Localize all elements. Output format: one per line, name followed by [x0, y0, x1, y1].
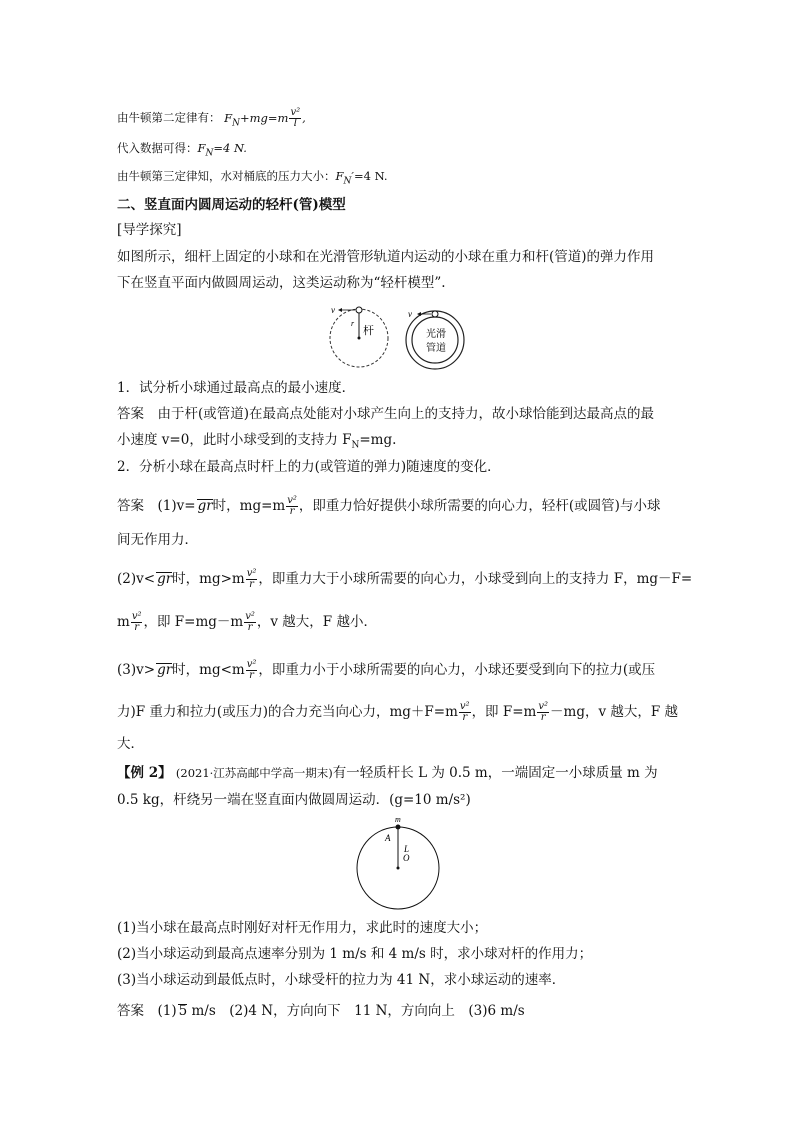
newton2-formula: $F_N+mg=m$ $\frac{\text{v²}}{l}$ , [224, 107, 306, 129]
a1-sqrt: gr [197, 498, 213, 514]
section-para-1: 如图所示，细杆上固定的小球和在光滑管形轨道内运动的小球在重力和杆(管道)的弹力作用 [117, 249, 655, 265]
substitute-formula: $F_N=4$ N. [197, 141, 247, 159]
q1-answer-line2: 小速度 v=0，此时小球受到的支持力 $F_N=mg$. [117, 432, 397, 451]
final-answer-sqrt5: 5 [178, 1003, 188, 1019]
tube-inner [412, 317, 458, 363]
tube-text-2: 管道 [426, 343, 446, 354]
section-heading: 二、竖直面内圆周运动的轻杆(管)模型 [117, 197, 346, 213]
a2-l2-frac1-den: r [134, 622, 140, 633]
a3-l2-a: 力)F 重力和拉力(或压力)的合力充当向心力，mg＋F=m [117, 704, 458, 720]
a1-frac-num: v² [287, 495, 297, 506]
a2-l2-frac2-den: r [247, 622, 253, 633]
q2-answer-2 [117, 569, 692, 590]
final-answer-rest: m/s (2)4 N，方向向下 11 N，方向向上 (3)6 m/s [187, 1003, 525, 1019]
example2-tag: 【例 2】 [117, 765, 172, 781]
example-q1: (1)当小球在最高点时刚好对杆无作用力，求此时的速度大小； [117, 920, 488, 936]
center-point [397, 867, 400, 870]
newton3-value: =4 N. [353, 169, 388, 183]
a3-l2-frac2 [537, 702, 549, 723]
section-para-2: 下在竖直平面内做圆周运动，这类运动称为“轻杆模型”. [117, 275, 446, 291]
q2-answer-3-line3: 大． [117, 736, 144, 752]
newton3-formula: $F_N'$ [335, 169, 354, 187]
a3-l2-frac1-den: r [462, 712, 468, 723]
a3-l2-c: －mg，v 越大，F 越 [550, 704, 679, 720]
rod-velocity-arrowhead [338, 308, 342, 312]
a2-sqrt: gr [157, 571, 173, 587]
a2-prefix: (2)v< [117, 571, 156, 587]
ball [396, 825, 401, 830]
example2-text1: 有一轻质杆长 L 为 0.5 m，一端固定一小球质量 m 为 [332, 765, 658, 781]
a3-l2-frac1 [459, 702, 471, 723]
q2-answer-2-line2 [117, 612, 377, 633]
q1-answer-2b: =mg. [359, 432, 397, 448]
A-label: A [385, 833, 391, 843]
q2-answer-3 [117, 660, 655, 681]
a3-prefix: (3)v> [117, 662, 156, 678]
O-label: O [403, 853, 410, 863]
a2-l2-frac2 [244, 612, 256, 633]
a1-frac [286, 496, 298, 517]
a2-l2-b: ，即 F=mg－m [143, 614, 244, 630]
a2-frac-den: r [249, 579, 254, 590]
tube-v-label: v [408, 309, 412, 319]
a1-suffix: ，即重力恰好提供小球所需要的向心力，轻杆(或圆管)与小球 [298, 498, 661, 514]
a3-mid: 时，mg<m [172, 662, 245, 678]
a3-frac-num: v² [246, 659, 257, 670]
rod-text: 杆 [363, 325, 374, 337]
final-answer [117, 1004, 525, 1019]
q2-answer-3-line2 [117, 702, 678, 723]
newton3-line [117, 171, 388, 186]
tube-text-1: 光滑 [426, 329, 446, 340]
a3-frac-den: r [249, 670, 254, 681]
figure-rod-tube [322, 302, 482, 374]
q2-question: 2．分析小球在最高点时杆上的力(或管道的弹力)随速度的变化． [117, 459, 501, 475]
q1-question: 1．试分析小球通过最高点的最小速度． [117, 380, 356, 396]
rod-r-label: r [351, 319, 355, 328]
figure-rod-circle [352, 812, 447, 910]
rod-ball [356, 307, 362, 313]
example-q2: (2)当小球运动到最高点速率分别为 1 m/s 和 4 m/s 时，求小球对杆的作用力； [117, 946, 593, 962]
example2-source: (2021·江苏高邮中学高一期末) [175, 766, 333, 780]
q2-answer-1 [117, 496, 660, 517]
a2-l2-c: ，v 越大，F 越小． [256, 614, 377, 630]
tube-ball [432, 311, 438, 317]
a2-mid: 时，mg>m [172, 571, 245, 587]
a3-suffix: ，即重力小于小球所需要的向心力，小球还要受到向下的拉力(或压 [258, 662, 656, 678]
example-q3: (3)当小球运动到最低点时，小球受杆的拉力为 41 N，求小球运动的速率． [117, 972, 566, 988]
a2-frac-num: v² [246, 568, 257, 579]
a3-sqrt: gr [157, 662, 173, 678]
a2-suffix: ，即重力大于小球所需要的向心力，小球受到向上的支持力 F，mg－F= [258, 571, 693, 587]
q2-answer-1-line2: 间无作用力． [117, 532, 198, 548]
a3-l2-frac2-den: r [540, 712, 546, 723]
a3-l2-b: ，即 F=m [471, 704, 537, 720]
substitute-line [117, 143, 247, 158]
substitute-label: 代入数据可得： [117, 141, 198, 155]
a3-l2-frac2-num: v² [538, 701, 549, 712]
a1-prefix: 答案 (1)v= [117, 498, 196, 514]
example2-line2: 0.5 kg，杆绕另一端在竖直面内做圆周运动．(g=10 m/s²) [117, 792, 471, 808]
rod-v-label: v [331, 305, 335, 315]
a1-mid: 时，mg=m [212, 498, 286, 514]
a2-l2-frac1 [131, 612, 143, 633]
a2-l2-frac2-num: v² [245, 611, 255, 622]
a3-l2-frac1-num: v² [459, 701, 470, 712]
newton2-line [117, 108, 306, 129]
newton2-label: 由牛顿第二定律有： [117, 110, 221, 125]
guide-tag: [导学探究] [117, 222, 182, 238]
a3-frac [246, 660, 258, 681]
a1-frac-den: r [289, 506, 295, 517]
example2-line1 [117, 767, 658, 781]
rod-center [358, 337, 361, 340]
q1-answer-line1: 答案 由于杆(或管道)在最高点处能对小球产生向上的支持力，故小球恰能到达最高点的最 [117, 406, 655, 422]
q1-answer-2a: 小速度 v=0，此时小球受到的支持力 F [117, 432, 352, 448]
tube-outer [406, 311, 464, 369]
final-answer-prefix: 答案 (1) [117, 1003, 177, 1019]
a2-frac [246, 569, 258, 590]
newton3-label: 由牛顿第三定律知，水对桶底的压力大小： [117, 169, 336, 183]
a2-l2-frac1-num: v² [131, 611, 142, 622]
L-label: L [404, 844, 410, 854]
a2-l2-a: m [117, 614, 130, 630]
m-label: m [395, 815, 401, 824]
